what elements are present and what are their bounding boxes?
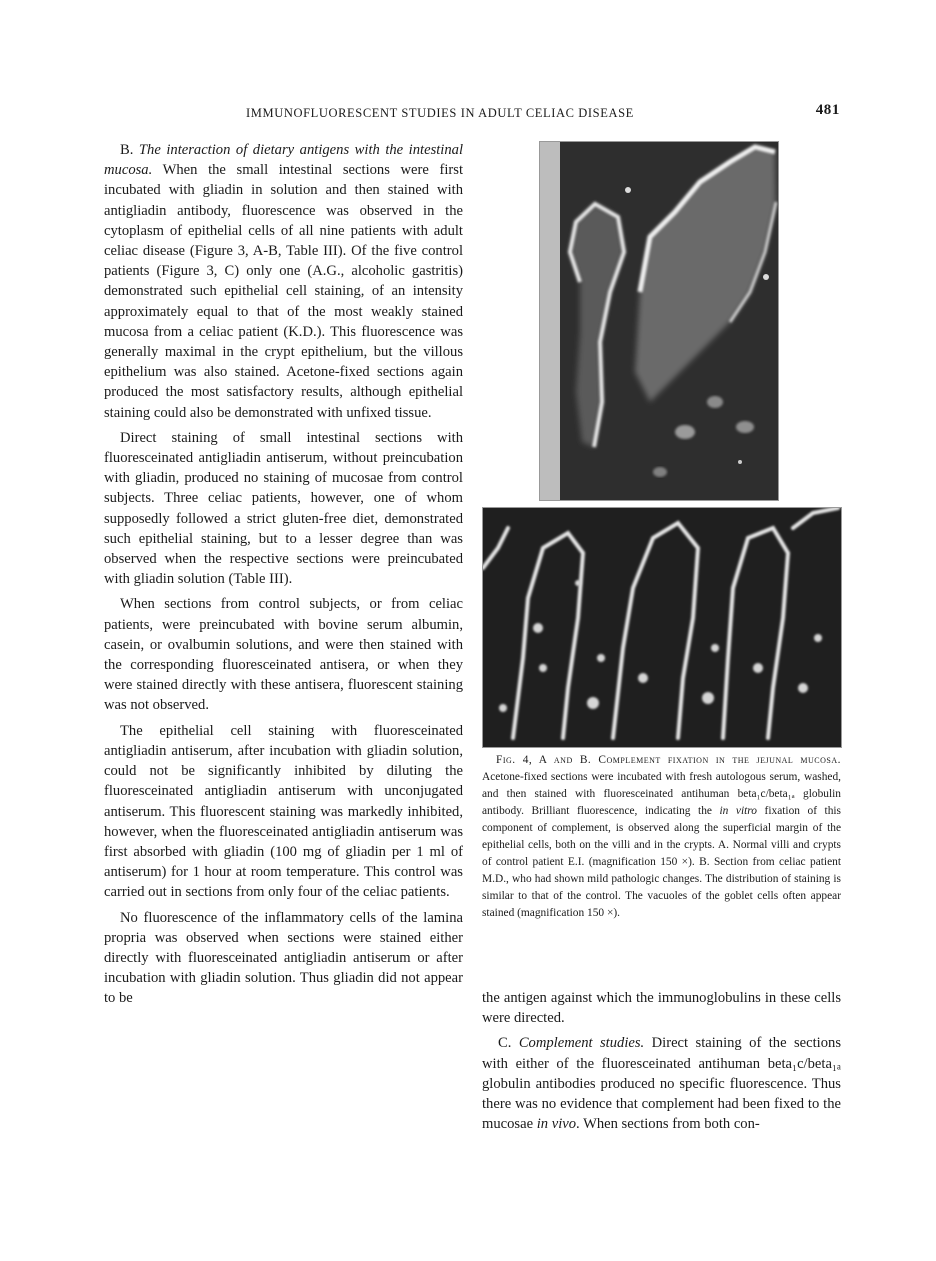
right-column [482, 988, 841, 1139]
paragraph-complement-studies: C. Complement studies. Direct staining of the sections with either of the fluoresceinated antihuman beta₁c/beta₁ₐ globulin antibodies produced no specific fluorescence. Thus there was no evidence that complement had been fixed to the mucosae in vivo. When sections from both con- [482, 1035, 842, 1133]
section-heading-dietary-antigens: The interaction of dietary antigens with the intestinal mucosa. [104, 142, 464, 179]
figure-caption: Fig. 4, A and B. Complement fixation in the jejunal mucosa. Acetone-fixed sections were incubated with fresh autologous serum, washed, and then stained with fluoresceinated antihuman beta₁c/beta₁ₐ globulin antibody. Brilliant fluorescence, indicating the in vitro fixation of this component of complement, is observed along the superficial margin of the epithelial cells, both on the villi and in the crypts. A. Normal villi and crypts of control patient E.I. (magnification 150 ×). B. Section from celiac patient M.D., who had shown mild pathologic changes. The distribution of staining is similar to that of the control. The vacuoles of the goblet cells often appear stained (magnification 150 ×). [482, 754, 841, 919]
section-heading-complement-studies: Complement studies. [518, 1035, 645, 1052]
caption-title: Fig. 4, A and B. Complement fixation in the jejunal mucosa. [496, 754, 841, 766]
paragraph-control-subjects: When sections from control subjects, or from celiac patients, were preincubated with bovine serum albumin, casein, or ovalbumin solutions, and were then stained with the corresponding fluoresceinated antisera, or when they were stained directly with these antisera, fluorescent staining was not observed. [104, 596, 463, 714]
paragraph-direct-staining: Direct staining of small intestinal sections with fluoresceinated antigliadin antiserum, without preincubation with gliadin, produced no staining of mucosae from control subjects. Three celiac patients, however, one of whom supposedly followed a strict gluten-free diet, demonstrated such epithelial staining, but to a lesser degree than was observed when the respective sections were preincubated with gliadin solution (Table III). [104, 429, 463, 588]
micrograph-figure-4a [539, 141, 779, 501]
paragraph-dietary-antigens: B. The interaction of dietary antigens with the intestinal mucosa. When the small intestinal sections were first incubated with gliadin in solution and then stained with antigliadin antibody, fluorescence was observed in the cytoplasm of epithelial cells of all nine patients with adult celiac disease (Figure 3, A-B, Table III). Of the five control patients (Figure 3, C) only one (A.G., alcoholic gastritis) demonstrated such epithelial cell staining, of an intensity approximately equal to that of the most weakly stained mucosa from a celiac patient (K.D.). This fluorescence was generally maximal in the crypt epithelium, but the villous epithelium was also stained. Acetone-fixed sections again produced the most satisfactory results, although epithelial staining could also be demonstrated with unfixed tissue. [104, 142, 464, 421]
paragraph-inflammatory-cells: No fluorescence of the inflammatory cells of the lamina propria was observed when sections were stained either directly with fluoresceinated antigliadin antiserum or after incubation with gliadin solution. Thus gliadin did not appear to be [104, 909, 463, 1007]
running-title: IMMUNOFLUORESCENT STUDIES IN ADULT CELIAC DISEASE [246, 106, 634, 120]
paragraph-inhibition: The epithelial cell staining with fluoresceinated antigliadin antiserum, after incubation with gliadin solution, could not be significantly inhibited by diluting the fluoresceinated antigliadin antiserum with unconjugated antiserum. This fluorescent staining was markedly inhibited, however, when the fluoresceinated antigliadin antiserum was first absorbed with gliadin (100 mg of gliadin per 1 ml of antiserum) for 1 hour at room temperature. This control was carried out in sections from only four of the celiac patients. [104, 722, 463, 901]
page-number: 481 [815, 102, 840, 118]
left-column [104, 140, 463, 1014]
paragraph-antigen-continued: the antigen against which the immunoglobulins in these cells were directed. [482, 990, 841, 1027]
micrograph-figure-4b [482, 507, 842, 748]
